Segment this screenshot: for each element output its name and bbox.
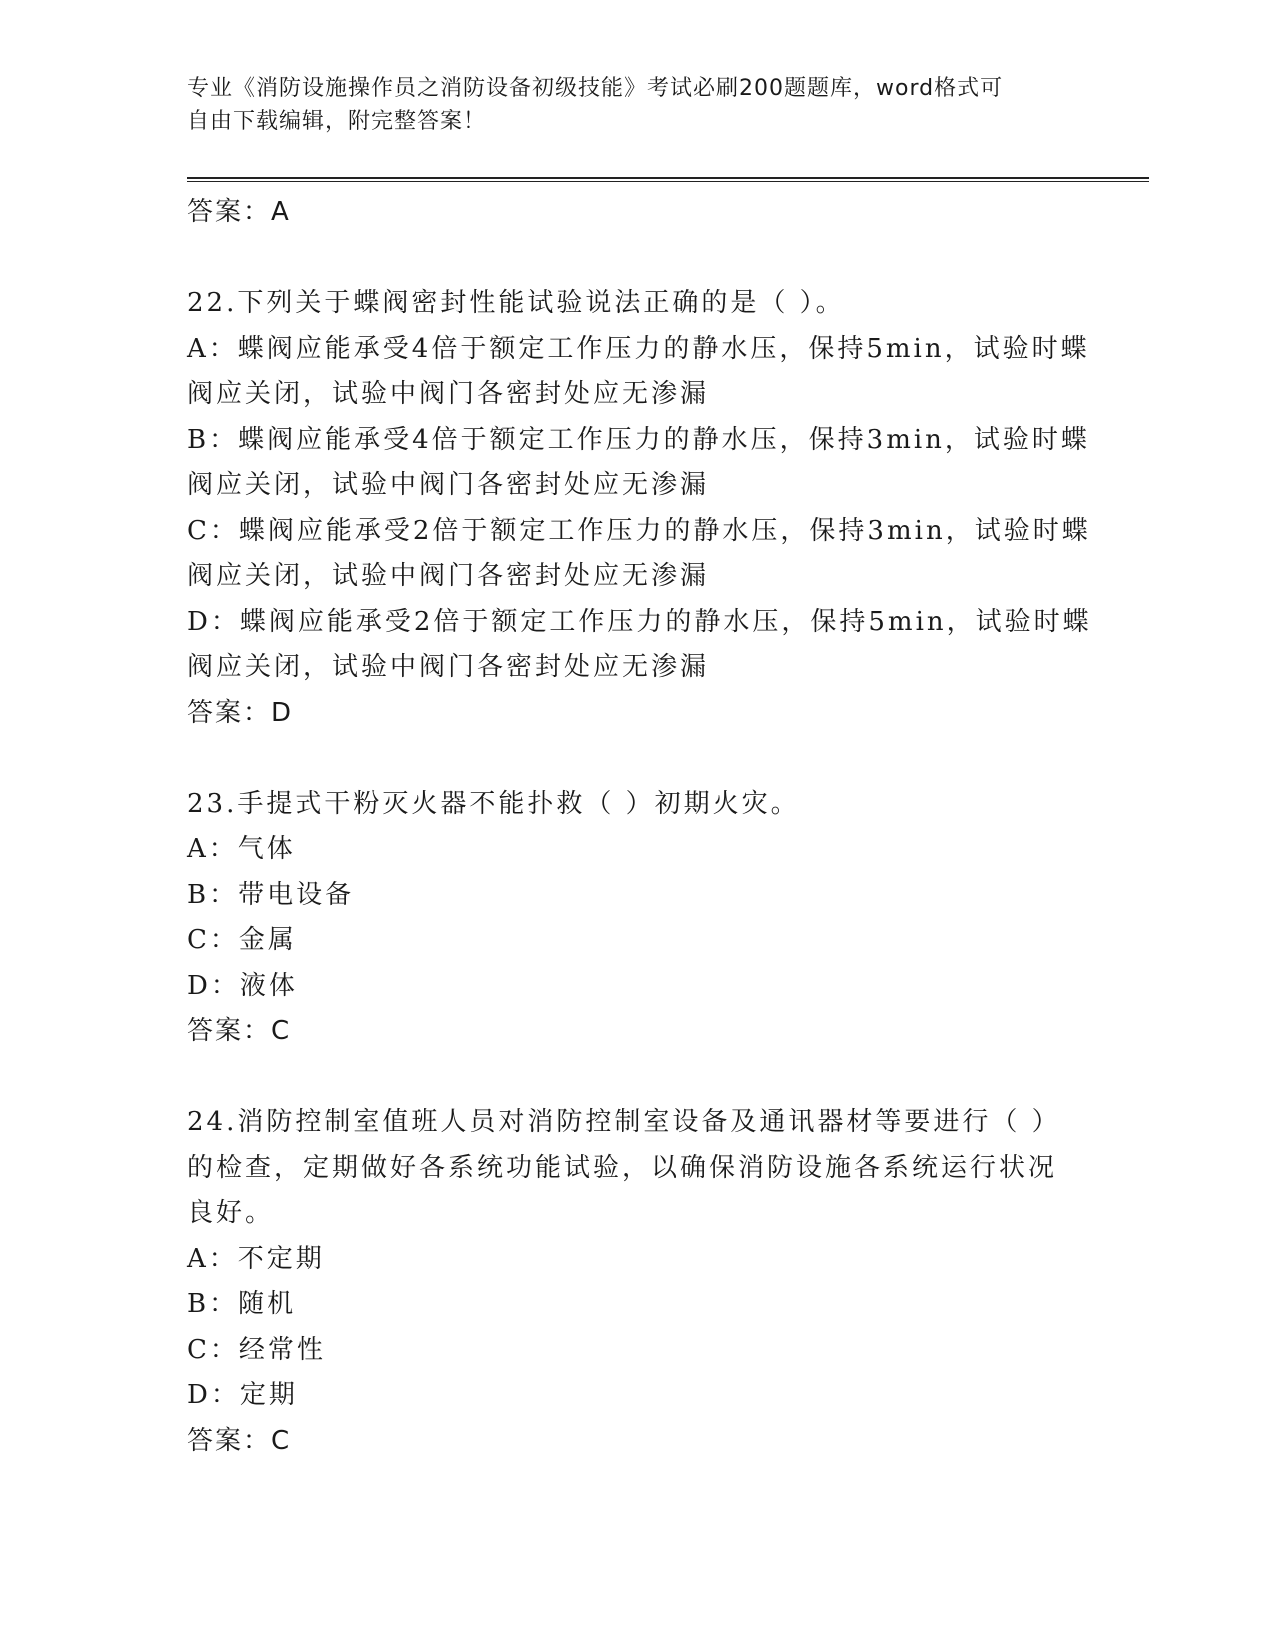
header-rule-thin — [187, 181, 1149, 182]
question-stem: 22.下列关于蝶阀密封性能试验说法正确的是（ ）。 — [187, 288, 845, 318]
question-stem: 23.手提式干粉灭火器不能扑救（ ）初期火灾。 — [187, 788, 800, 819]
answer-previous: 答案：A — [187, 197, 291, 227]
spacer — [187, 1055, 1087, 1101]
option-line: B：带电设备 — [187, 879, 355, 910]
option-line: 阀应关闭，试验中阀门各密封处应无渗漏 — [187, 379, 710, 409]
option-line: D：液体 — [187, 970, 298, 1001]
option-line: A：气体 — [187, 834, 296, 864]
header-rule-thick — [187, 177, 1149, 179]
option-line: A：蝶阀应能承受4倍于额定工作压力的静水压，保持5min，试验时蝶 — [187, 333, 1090, 364]
question-stem: 的检查，定期做好各系统功能试验，以确保消防设施各系统运行状况 — [187, 1152, 1058, 1183]
option-line: 阀应关闭，试验中阀门各密封处应无渗漏 — [187, 652, 710, 682]
option-line: C：金属 — [187, 925, 297, 955]
answer: 答案：C — [187, 1425, 292, 1456]
option-line: C：经常性 — [187, 1334, 326, 1365]
option-line: 阀应关闭，试验中阀门各密封处应无渗漏 — [187, 470, 710, 500]
spacer — [187, 236, 1087, 282]
option-line: B：蝶阀应能承受4倍于额定工作压力的静水压，保持3min，试验时蝶 — [187, 424, 1090, 455]
question-stem: 24.消防控制室值班人员对消防控制室设备及通讯器材等要进行（ ） — [187, 1107, 1061, 1137]
option-line: 阀应关闭，试验中阀门各密封处应无渗漏 — [187, 561, 710, 591]
question-23 — [187, 782, 1087, 1055]
question-22 — [187, 281, 1092, 736]
header-line-2: 自由下载编辑，附完整答案！ — [187, 109, 487, 134]
question-24 — [187, 1100, 1087, 1464]
answer: 答案：D — [187, 697, 294, 728]
option-line: C：蝶阀应能承受2倍于额定工作压力的静水压，保持3min，试验时蝶 — [187, 515, 1091, 546]
question-stem: 良好。 — [187, 1198, 275, 1228]
option-line: D：蝶阀应能承受2倍于额定工作压力的静水压，保持5min，试验时蝶 — [187, 606, 1092, 637]
spacer — [187, 736, 1087, 782]
document-header — [187, 72, 1067, 138]
option-line: A：不定期 — [187, 1243, 325, 1274]
header-line-1: 专业《消防设施操作员之消防设备初级技能》考试必刷200题题库，word格式可 — [187, 76, 1004, 101]
answer: 答案：C — [187, 1016, 292, 1046]
option-line: D：定期 — [187, 1380, 298, 1410]
question-list — [187, 190, 1092, 1464]
option-line: B：随机 — [187, 1289, 297, 1319]
